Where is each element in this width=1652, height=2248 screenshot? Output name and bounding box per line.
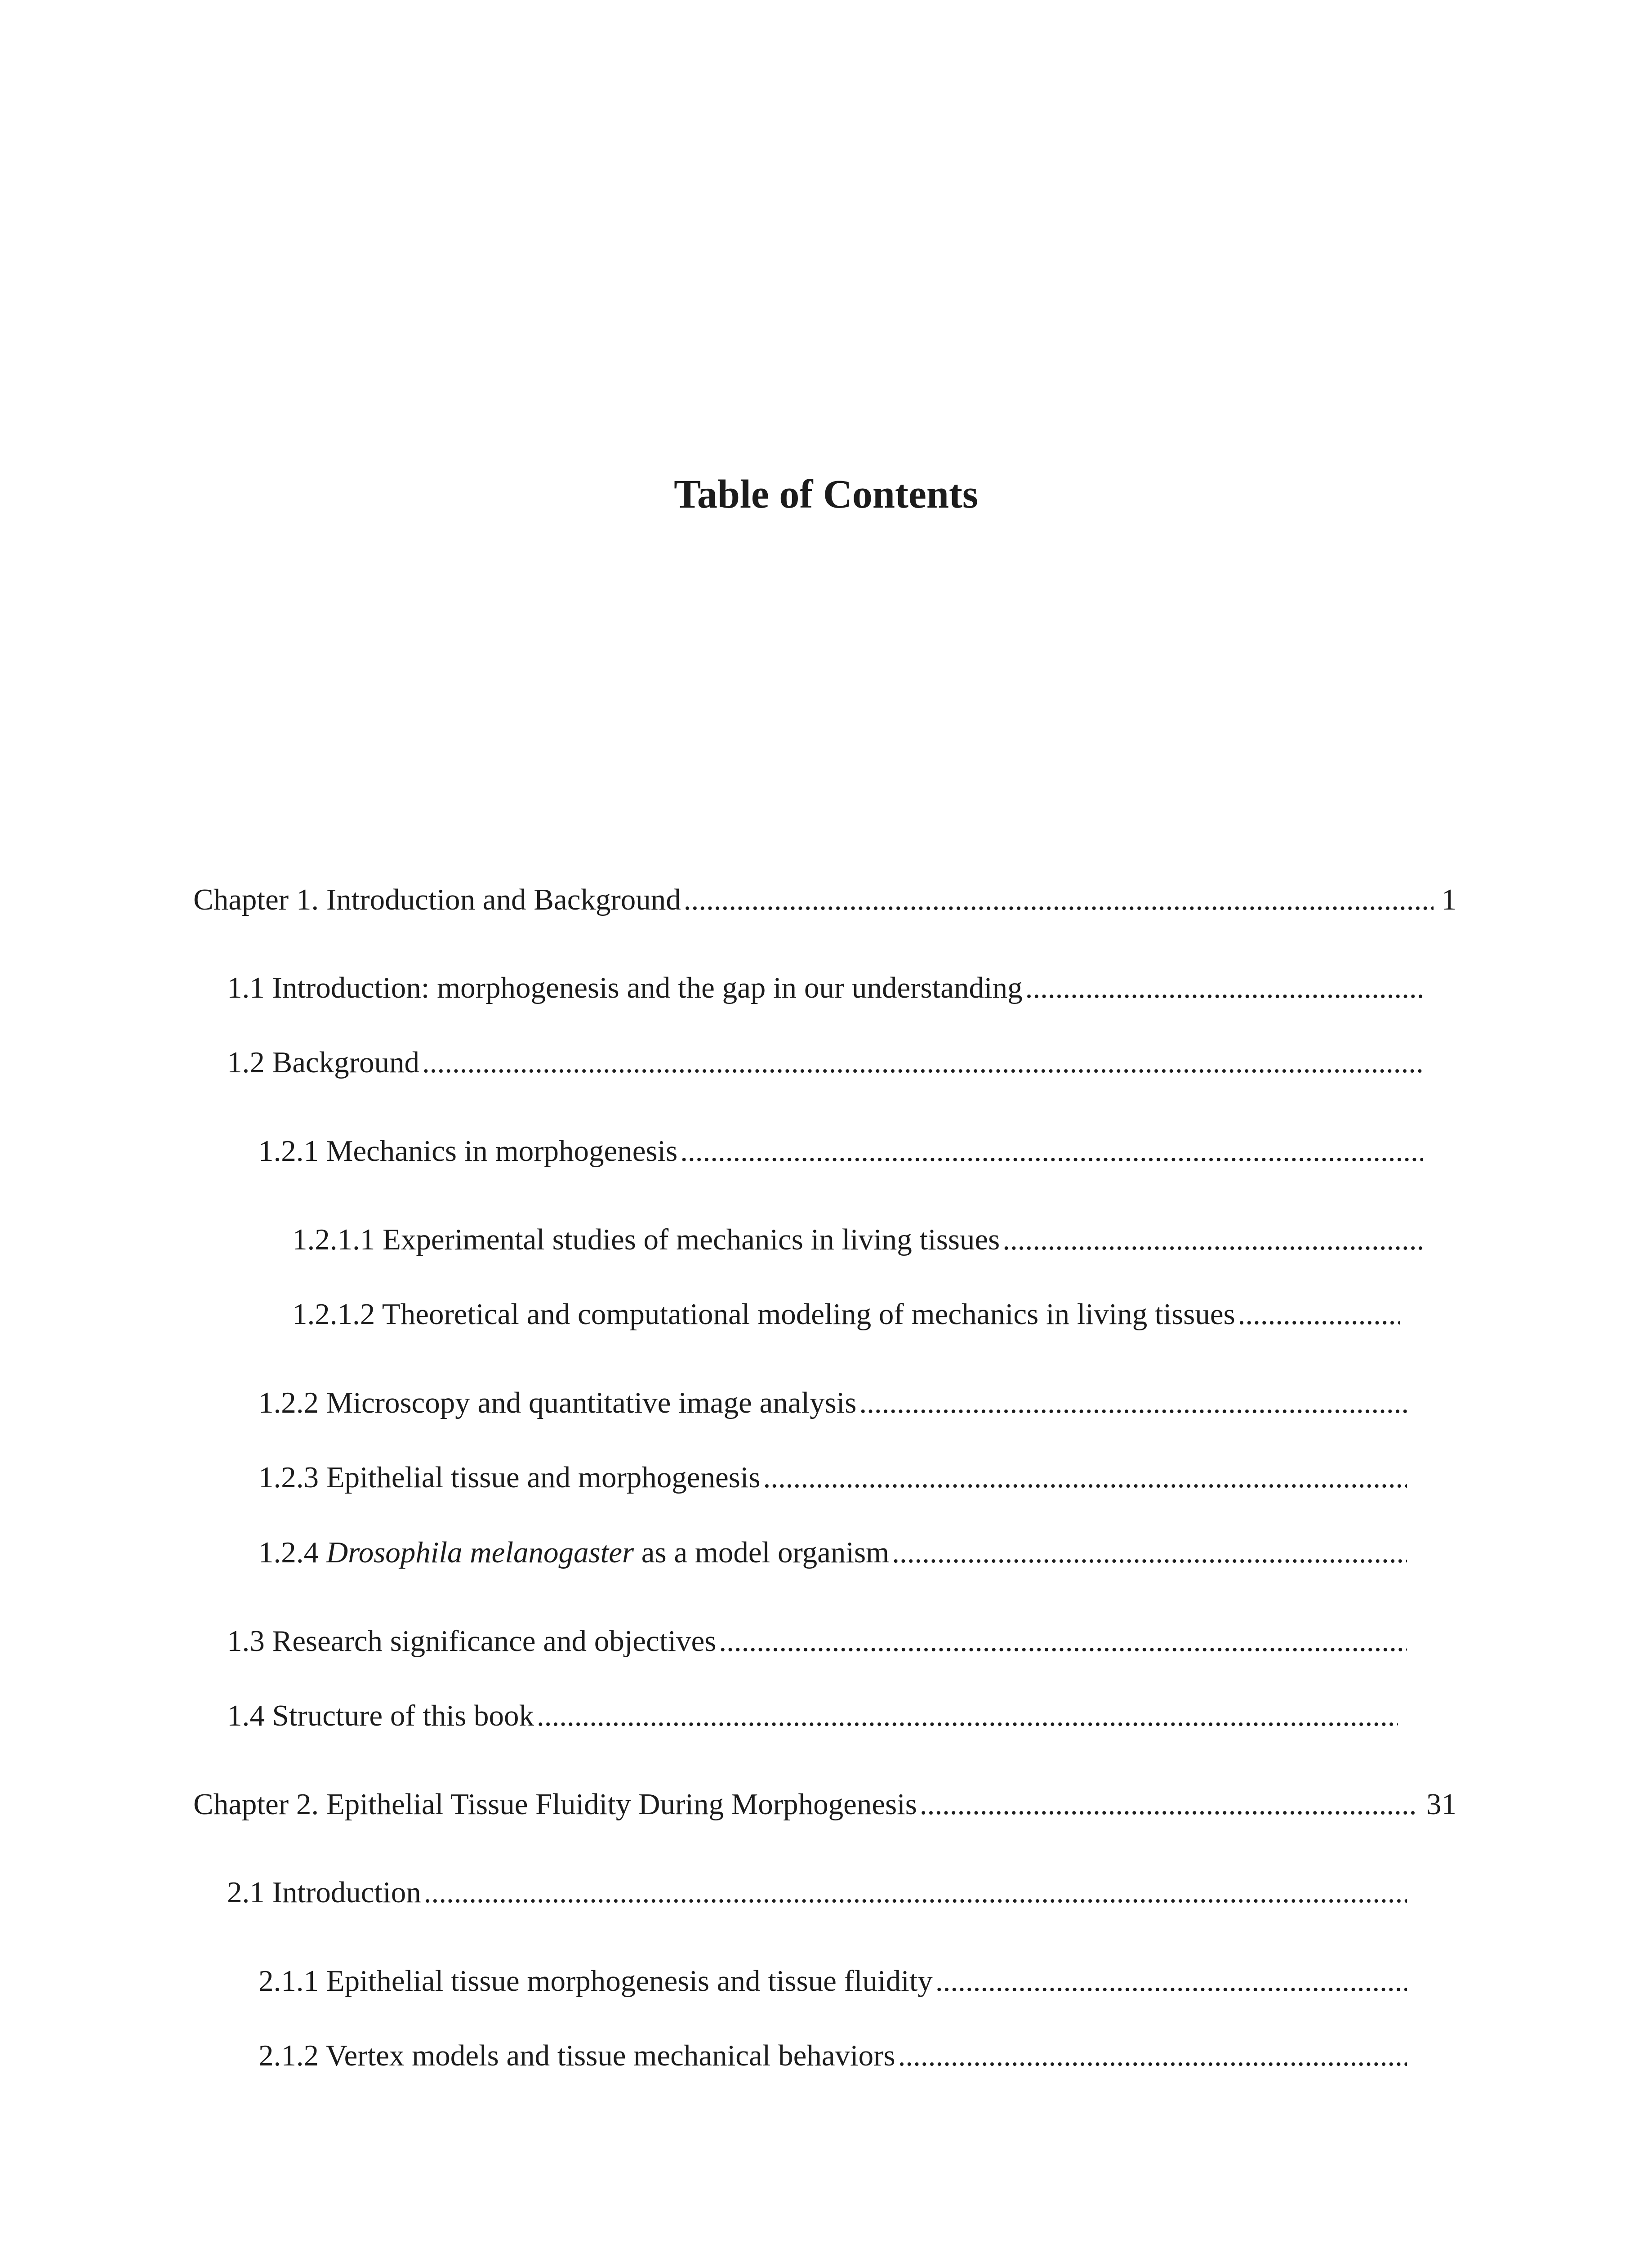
toc-entry-title-prefix: 1.2.4 — [258, 1536, 326, 1569]
dot-leader — [892, 1532, 1407, 1573]
toc-entry-1-2-1-2[interactable] — [292, 1294, 1400, 1334]
toc-entry-1-2-1[interactable] — [258, 1131, 1423, 1171]
toc-entry-title: 1.2.2 Microscopy and quantitative image analysis — [258, 1386, 857, 1419]
dot-leader — [1025, 968, 1423, 1008]
toc-entry-title: 1.3 Research significance and objectives — [227, 1624, 717, 1658]
dot-leader — [424, 1872, 1407, 1913]
toc-entry-title: 2.1 Introduction — [227, 1876, 421, 1909]
toc-page-number: 31 — [1426, 1788, 1456, 1821]
toc-entry-title-suffix: as a model organism — [634, 1536, 890, 1569]
toc-entry-title: Chapter 2. Epithelial Tissue Fluidity During Morphogenesis — [193, 1788, 917, 1821]
dot-leader — [684, 879, 1434, 920]
toc-page-number: 1 — [1441, 883, 1456, 916]
toc-entry-title: Chapter 1. Introduction and Background — [193, 883, 681, 916]
dot-leader — [935, 1961, 1407, 2001]
toc-entry-2-1-2[interactable] — [258, 2035, 1407, 2076]
toc-entry-chapter-1[interactable] — [193, 879, 1456, 920]
toc-entry-1-2-3[interactable] — [258, 1457, 1407, 1498]
toc-entry-title: 1.2 Background — [227, 1046, 419, 1079]
toc-entry-title: 1.1 Introduction: morphogenesis and the gap in our understanding — [227, 971, 1023, 1004]
toc-entry-1-1[interactable] — [227, 968, 1423, 1008]
toc-entry-1-2[interactable] — [227, 1042, 1423, 1083]
toc-entry-title: 1.2.1 Mechanics in morphogenesis — [258, 1134, 678, 1168]
toc-entry-2-1[interactable] — [227, 1872, 1407, 1913]
toc-entry-title: 1.4 Structure of this book — [227, 1699, 534, 1732]
toc-entry-chapter-2[interactable] — [193, 1784, 1456, 1824]
toc-entry-2-1-1[interactable] — [258, 1961, 1407, 2001]
dot-leader — [898, 2035, 1407, 2076]
toc-entry-title: 1.2.1.2 Theoretical and computational modeling of mechanics in living tissues — [292, 1298, 1235, 1331]
toc-entry-1-2-2[interactable] — [258, 1383, 1407, 1423]
toc-entry-1-2-4[interactable] — [258, 1532, 1407, 1573]
dot-leader — [680, 1131, 1423, 1171]
toc-entry-title-italic: Drosophila melanogaster — [326, 1536, 634, 1569]
toc-entry-1-2-1-1[interactable] — [292, 1219, 1423, 1260]
toc-entry-title: 2.1.2 Vertex models and tissue mechanical behaviors — [258, 2039, 895, 2072]
toc-entry-1-3[interactable] — [227, 1621, 1407, 1661]
dot-leader — [763, 1457, 1407, 1498]
dot-leader — [719, 1621, 1407, 1661]
dot-leader — [1238, 1294, 1400, 1334]
toc-entry-title — [258, 1532, 889, 1573]
toc-entry-title: 1.2.3 Epithelial tissue and morphogenesis — [258, 1461, 761, 1494]
dot-leader — [1002, 1219, 1423, 1260]
toc-entry-title: 2.1.1 Epithelial tissue morphogenesis and tissue fluidity — [258, 1964, 933, 1998]
dot-leader — [537, 1695, 1398, 1736]
dot-leader — [859, 1383, 1407, 1423]
toc-entry-title: 1.2.1.1 Experimental studies of mechanics in living tissues — [292, 1223, 1000, 1256]
toc-entry-1-4[interactable] — [227, 1695, 1398, 1736]
dot-leader — [422, 1042, 1423, 1083]
page-title: Table of Contents — [674, 472, 978, 517]
dot-leader — [920, 1784, 1418, 1824]
